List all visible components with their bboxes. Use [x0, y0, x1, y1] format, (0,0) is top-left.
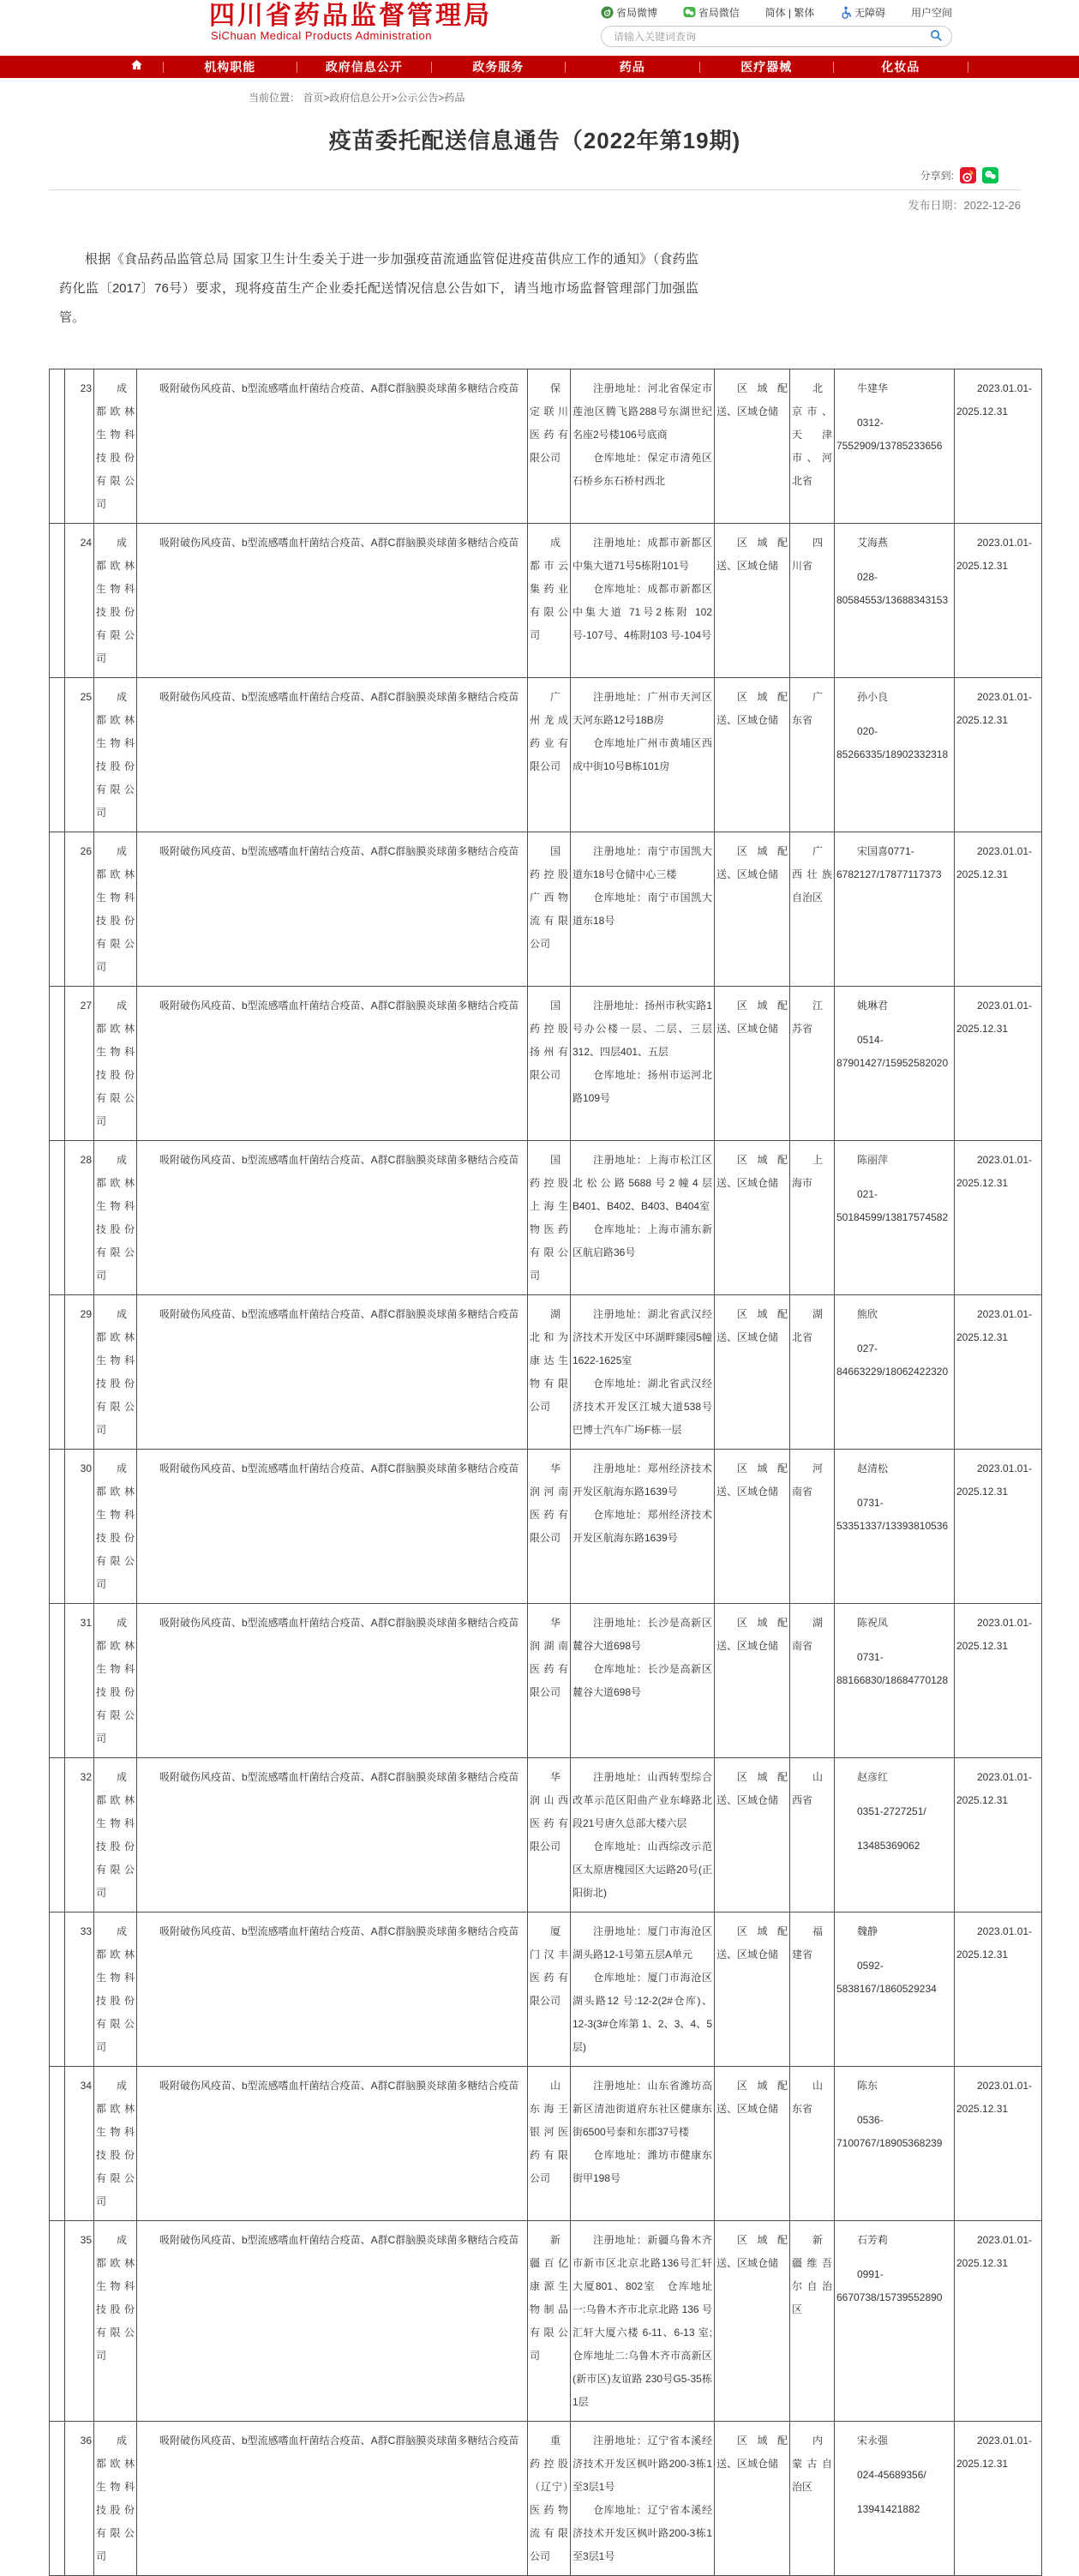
divider: [49, 189, 1021, 190]
table-cell-region: 四川省: [790, 524, 835, 678]
table-cell-period: 2023.01.01- 2025.12.31: [955, 678, 1042, 832]
table-cell-row-number: 30: [65, 1450, 94, 1604]
table-cell-period: 2023.01.01- 2025.12.31: [955, 1758, 1042, 1912]
table-cell-vaccines: 吸附破伤风疫苗、b型流感嗜血杆菌结合疫苗、A群C群脑膜炎球菌多糖结合疫苗: [137, 524, 528, 678]
table-cell-region: 山西省: [790, 1758, 835, 1912]
table-cell-service-type: 区域配送、区域仓储: [715, 832, 790, 987]
page-title: 疫苗委托配送信息通告（2022年第19期): [328, 128, 741, 153]
table-row: [50, 1758, 1042, 1912]
table-cell-contact: 赵彦红 0351-2727251/ 13485369062: [835, 1758, 955, 1912]
table-row: [50, 987, 1042, 1141]
nav-item-5[interactable]: 医疗器械: [740, 60, 793, 74]
table-cell-vaccines: 吸附破伤风疫苗、b型流感嗜血杆菌结合疫苗、A群C群脑膜炎球菌多糖结合疫苗: [137, 1604, 528, 1758]
table-cell-distributor: 国药控股上海生物医药有限公司: [528, 1141, 571, 1295]
table-cell-manufacturer: 成都欧林生物科技股份有限公司: [94, 1141, 137, 1295]
table-cell-distributor: 厦门汉丰医药有限公司: [528, 1912, 571, 2067]
table-cell-region: 内蒙古自治区: [790, 2422, 835, 2576]
table-row: [50, 369, 1042, 524]
table-cell-service-type: 区域配送、区域仓储: [715, 1604, 790, 1758]
breadcrumb-label: 当前位置：: [249, 92, 301, 104]
table-cell-period: 2023.01.01- 2025.12.31: [955, 524, 1042, 678]
table-cell-region: 上海市: [790, 1141, 835, 1295]
lang-toggle-label: 简体 | 繁体: [764, 7, 815, 19]
table-row: [50, 1912, 1042, 2067]
table-row: [50, 2067, 1042, 2221]
table-cell-address: 注册地址：厦门市海沧区湖头路12-1号第五层A单元 仓库地址：厦门市海沧区湖头路12 号:12-2(2#仓库)、12-3(3#仓库第 1、2、3、4、5层): [571, 1912, 715, 2067]
breadcrumb-path[interactable]: 首页>政府信息公开>公示公告>药品: [303, 92, 465, 104]
table-cell-manufacturer: 成都欧林生物科技股份有限公司: [94, 832, 137, 987]
table-cell-service-type: 区域配送、区域仓储: [715, 369, 790, 524]
table-cell-row-number: 34: [65, 2067, 94, 2221]
table-cell-address: 注册地址：郑州经济技术开发区航海东路1639号 仓库地址：郑州经济技术开发区航海东路1639号: [571, 1450, 715, 1604]
table-cell-period: 2023.01.01- 2025.12.31: [955, 1450, 1042, 1604]
table-cell-address: 注册地址：山东省潍坊高新区清池街道府东社区健康东街6500号泰和东郡37号楼 仓库地址：潍坊市健康东街甲198号: [571, 2067, 715, 2221]
table-cell-vaccines: 吸附破伤风疫苗、b型流感嗜血杆菌结合疫苗、A群C群脑膜炎球菌多糖结合疫苗: [137, 369, 528, 524]
table-cell-manufacturer: 成都欧林生物科技股份有限公司: [94, 1295, 137, 1450]
share-wechat-icon[interactable]: [982, 167, 998, 183]
table-cell-spacer: [50, 2422, 65, 2576]
table-row: [50, 524, 1042, 678]
table-row: [50, 832, 1042, 987]
vaccine-distribution-table: [49, 369, 1042, 2576]
table-cell-region: 湖北省: [790, 1295, 835, 1450]
table-cell-row-number: 23: [65, 369, 94, 524]
share-label: 分享到:: [920, 170, 954, 182]
table-cell-vaccines: 吸附破伤风疫苗、b型流感嗜血杆菌结合疫苗、A群C群脑膜炎球菌多糖结合疫苗: [137, 2422, 528, 2576]
table-cell-service-type: 区域配送、区域仓储: [715, 2067, 790, 2221]
table-cell-distributor: 重药控股（辽宁）医药物流有限公司: [528, 2422, 571, 2576]
table-cell-contact: 陈东 0536-7100767/18905368239: [835, 2067, 955, 2221]
table-cell-vaccines: 吸附破伤风疫苗、b型流感嗜血杆菌结合疫苗、A群C群脑膜炎球菌多糖结合疫苗: [137, 1912, 528, 2067]
table-cell-region: 湖南省: [790, 1604, 835, 1758]
nav-item-6[interactable]: 化妆品: [881, 60, 920, 74]
table-cell-period: 2023.01.01- 2025.12.31: [955, 1604, 1042, 1758]
table-cell-manufacturer: 成都欧林生物科技股份有限公司: [94, 1912, 137, 2067]
table-row: [50, 1295, 1042, 1450]
table-cell-row-number: 33: [65, 1912, 94, 2067]
article-body: 根据《食品药品监管总局 国家卫生计生委关于进一步加强疫苗流通监管促进疫苗供应工作的通知》（食药监药化监〔2017〕76号）要求，现将疫苗生产企业委托配送情况信息公告如下，请当地市场监督管理部门加强监管。: [59, 252, 698, 325]
table-cell-period: 2023.01.01- 2025.12.31: [955, 987, 1042, 1141]
table-cell-manufacturer: 成都欧林生物科技股份有限公司: [94, 2422, 137, 2576]
nav-item-3[interactable]: 政务服务: [472, 60, 525, 74]
table-cell-address: 注册地址：新疆乌鲁木齐市新市区北京北路136号汇轩大厦801、802室 仓库地址一:乌鲁木齐市北京北路 136 号汇轩大厦六楼 6-11、6-13 室;仓库地址二:乌鲁木齐市高新区(新市区)友谊路 230号G5-35栋1层: [571, 2221, 715, 2422]
table-cell-service-type: 区域配送、区域仓储: [715, 987, 790, 1141]
table-cell-contact: 石芳莉 0991-6670738/15739552890: [835, 2221, 955, 2422]
table-cell-distributor: 华润河南医药有限公司: [528, 1450, 571, 1604]
table-cell-region: 山东省: [790, 2067, 835, 2221]
table-cell-spacer: [50, 2067, 65, 2221]
table-cell-row-number: 28: [65, 1141, 94, 1295]
main-nav: [0, 56, 1079, 78]
table-cell-distributor: 广州龙成药业有限公司: [528, 678, 571, 832]
table-cell-distributor: 华润山西医药有限公司: [528, 1758, 571, 1912]
table-cell-contact: 艾海燕 028-80584553/13688343153: [835, 524, 955, 678]
table-cell-period: 2023.01.01- 2025.12.31: [955, 1295, 1042, 1450]
table-cell-spacer: [50, 832, 65, 987]
table-cell-spacer: [50, 1141, 65, 1295]
table-cell-contact: 姚琳君 0514-87901427/15952582020: [835, 987, 955, 1141]
table-cell-contact: 宋国喜0771-6782127/17877117373: [835, 832, 955, 987]
table-cell-service-type: 区域配送、区域仓储: [715, 1450, 790, 1604]
table-cell-row-number: 36: [65, 2422, 94, 2576]
search-button[interactable]: [930, 29, 943, 45]
user-space-link[interactable]: [911, 5, 952, 20]
table-cell-address: 注册地址：河北省保定市莲池区腾飞路288号东湖世纪名座2号楼106号底商 仓库地址：保定市清苑区石桥乡东石桥村西北: [571, 369, 715, 524]
site-logo[interactable]: [209, 3, 492, 42]
table-cell-contact: 赵清松 0731-53351337/13393810536: [835, 1450, 955, 1604]
table-cell-row-number: 31: [65, 1604, 94, 1758]
table-cell-distributor: 国药控股扬州有限公司: [528, 987, 571, 1141]
table-cell-manufacturer: 成都欧林生物科技股份有限公司: [94, 987, 137, 1141]
table-cell-region: 江苏省: [790, 987, 835, 1141]
breadcrumb: [249, 90, 1079, 105]
table-cell-manufacturer: 成都欧林生物科技股份有限公司: [94, 1604, 137, 1758]
wechat-link-label: 省局微信: [698, 7, 740, 19]
table-row: [50, 2422, 1042, 2576]
top-links: [601, 5, 952, 20]
publish-date: 发布日期：2022-12-26: [908, 199, 1021, 212]
table-row: [50, 1141, 1042, 1295]
table-cell-spacer: [50, 1912, 65, 2067]
table-cell-address: 注册地址：湖北省武汉经济技术开发区中环湖畔臻园5幢1622-1625室 仓库地址：湖北省武汉经济技术开发区江城大道538号巴博士汽车广场F栋一层: [571, 1295, 715, 1450]
table-cell-vaccines: 吸附破伤风疫苗、b型流感嗜血杆菌结合疫苗、A群C群脑膜炎球菌多糖结合疫苗: [137, 2067, 528, 2221]
table-cell-address: 注册地址：长沙是高新区麓谷大道698号 仓库地址：长沙是高新区麓谷大道698号: [571, 1604, 715, 1758]
table-cell-spacer: [50, 1604, 65, 1758]
table-row: [50, 2221, 1042, 2422]
table-cell-contact: 宋永强 024-45689356/ 13941421882: [835, 2422, 955, 2576]
table-cell-period: 2023.01.01- 2025.12.31: [955, 832, 1042, 987]
table-cell-distributor: 国药控股广西物流有限公司: [528, 832, 571, 987]
table-cell-distributor: 华润湖南医药有限公司: [528, 1604, 571, 1758]
table-cell-address: 注册地址：南宁市国凯大道东18号仓储中心三楼 仓库地址：南宁市国凯大道东18号: [571, 832, 715, 987]
table-cell-distributor: 成都市云集药业有限公司: [528, 524, 571, 678]
search-icon: [930, 29, 943, 45]
table-row: [50, 1604, 1042, 1758]
table-cell-period: 2023.01.01- 2025.12.31: [955, 1141, 1042, 1295]
table-cell-region: 新疆维吾尔自治区: [790, 2221, 835, 2422]
table-cell-region: 北京市、天津市、河北省: [790, 369, 835, 524]
share-row: [49, 167, 1021, 183]
table-cell-manufacturer: 成都欧林生物科技股份有限公司: [94, 2221, 137, 2422]
table-cell-service-type: 区域配送、区域仓储: [715, 2221, 790, 2422]
table-cell-period: 2023.01.01- 2025.12.31: [955, 2067, 1042, 2221]
table-cell-region: 河南省: [790, 1450, 835, 1604]
table-cell-manufacturer: 成都欧林生物科技股份有限公司: [94, 524, 137, 678]
search-input[interactable]: [614, 31, 930, 43]
table-cell-row-number: 24: [65, 524, 94, 678]
header-right: [601, 5, 952, 47]
table-cell-manufacturer: 成都欧林生物科技股份有限公司: [94, 1758, 137, 1912]
table-cell-service-type: 区域配送、区域仓储: [715, 524, 790, 678]
wechat-icon: [683, 6, 696, 19]
table-cell-row-number: 29: [65, 1295, 94, 1450]
table-cell-row-number: 25: [65, 678, 94, 832]
table-cell-manufacturer: 成都欧林生物科技股份有限公司: [94, 2067, 137, 2221]
table-cell-row-number: 35: [65, 2221, 94, 2422]
logo-subtitle: SiChuan Medical Products Administration: [211, 29, 432, 42]
table-cell-vaccines: 吸附破伤风疫苗、b型流感嗜血杆菌结合疫苗、A群C群脑膜炎球菌多糖结合疫苗: [137, 1450, 528, 1604]
accessibility-link[interactable]: [840, 5, 885, 20]
home-button[interactable]: [111, 58, 163, 75]
table-cell-address: 注册地址：成都市新都区中集大道71号5栋附101号 仓库地址：成都市新都区中集大道 71号2栋附 102号-107号、4栋附103 号-104号: [571, 524, 715, 678]
table-cell-contact: 陈丽萍 021-50184599/13817574582: [835, 1141, 955, 1295]
table-cell-service-type: 区域配送、区域仓储: [715, 1141, 790, 1295]
table-cell-contact: 陈祝凤 0731-88166830/18684770128: [835, 1604, 955, 1758]
table-cell-spacer: [50, 369, 65, 524]
table-cell-spacer: [50, 1295, 65, 1450]
wechat-link[interactable]: [683, 5, 740, 20]
nav-item-1[interactable]: 机构职能: [204, 60, 256, 74]
table-cell-vaccines: 吸附破伤风疫苗、b型流感嗜血杆菌结合疫苗、A群C群脑膜炎球菌多糖结合疫苗: [137, 1295, 528, 1450]
table-cell-service-type: 区域配送、区域仓储: [715, 2422, 790, 2576]
table-cell-spacer: [50, 678, 65, 832]
nav-item-4[interactable]: 药品: [619, 60, 645, 74]
table-cell-vaccines: 吸附破伤风疫苗、b型流感嗜血杆菌结合疫苗、A群C群脑膜炎球菌多糖结合疫苗: [137, 832, 528, 987]
table-cell-distributor: 湖北和为康达生物有限公司: [528, 1295, 571, 1450]
user-space-label: 用户空间: [910, 7, 952, 19]
table-cell-address: 注册地址：辽宁省本溪经济技术开发区枫叶路200-3栋1至3层1号 仓库地址：辽宁省本溪经济技术开发区枫叶路200-3栋1至3层1号: [571, 2422, 715, 2576]
home-icon: [130, 58, 143, 75]
table-cell-manufacturer: 成都欧林生物科技股份有限公司: [94, 369, 137, 524]
weibo-link-label: 省局微博: [616, 7, 658, 19]
table-cell-row-number: 32: [65, 1758, 94, 1912]
table-cell-period: 2023.01.01- 2025.12.31: [955, 369, 1042, 524]
table-cell-spacer: [50, 987, 65, 1141]
table-cell-contact: 熊欣 027-84663229/18062422320: [835, 1295, 955, 1450]
table-cell-contact: 魏静 0592-5838167/1860529234: [835, 1912, 955, 2067]
site-header: [0, 0, 1079, 51]
table-row: [50, 1450, 1042, 1604]
article: [49, 123, 1021, 333]
nav-item-2[interactable]: 政府信息公开: [325, 60, 403, 74]
table-cell-contact: 牛建华 0312-7552909/13785233656: [835, 369, 955, 524]
lang-toggle[interactable]: [765, 5, 815, 20]
table-cell-region: 广东省: [790, 678, 835, 832]
table-cell-service-type: 区域配送、区域仓储: [715, 1912, 790, 2067]
table-cell-spacer: [50, 1758, 65, 1912]
share-weibo-icon[interactable]: [960, 167, 976, 183]
table-cell-distributor: 新疆百亿康源生物制品有限公司: [528, 2221, 571, 2422]
weibo-icon: [601, 6, 614, 19]
table-cell-spacer: [50, 524, 65, 678]
table-cell-distributor: 山东海王银河医药有限公司: [528, 2067, 571, 2221]
table-cell-period: 2023.01.01- 2025.12.31: [955, 2422, 1042, 2576]
table-cell-address: 注册地址：广州市天河区天河东路12号18B房 仓库地址广州市黄埔区西成中街10号B栋101房: [571, 678, 715, 832]
table-cell-spacer: [50, 2221, 65, 2422]
table-row: [50, 678, 1042, 832]
table-cell-region: 广西壮族自治区: [790, 832, 835, 987]
table-cell-vaccines: 吸附破伤风疫苗、b型流感嗜血杆菌结合疫苗、A群C群脑膜炎球菌多糖结合疫苗: [137, 2221, 528, 2422]
search-box: [601, 26, 952, 47]
table-cell-manufacturer: 成都欧林生物科技股份有限公司: [94, 678, 137, 832]
accessibility-icon: [840, 6, 852, 19]
table-cell-vaccines: 吸附破伤风疫苗、b型流感嗜血杆菌结合疫苗、A群C群脑膜炎球菌多糖结合疫苗: [137, 678, 528, 832]
table-cell-service-type: 区域配送、区域仓储: [715, 1295, 790, 1450]
table-cell-period: 2023.01.01- 2025.12.31: [955, 1912, 1042, 2067]
table-cell-period: 2023.01.01- 2025.12.31: [955, 2221, 1042, 2422]
weibo-link[interactable]: [601, 5, 657, 20]
table-wrap: [0, 369, 1079, 2576]
accessibility-link-label: 无障碍: [854, 7, 886, 19]
table-cell-address: 注册地址：上海市松江区北松公路5688号2幢4层B401、B402、B403、B404室 仓库地址：上海市浦东新区航启路36号: [571, 1141, 715, 1295]
table-cell-distributor: 保定联川医药有限公司: [528, 369, 571, 524]
logo-title: 四川省药品监督管理局: [209, 2, 492, 30]
table-cell-row-number: 26: [65, 832, 94, 987]
table-cell-contact: 孙小良 020-85266335/18902332318: [835, 678, 955, 832]
table-cell-service-type: 区域配送、区域仓储: [715, 678, 790, 832]
table-cell-service-type: 区域配送、区域仓储: [715, 1758, 790, 1912]
table-cell-row-number: 27: [65, 987, 94, 1141]
table-cell-address: 注册地址：山西转型综合改革示范区阳曲产业东峰路北段21号唐久总部大楼六层 仓库地址：山西综改示范区太原唐槐园区大运路20号(正阳街北): [571, 1758, 715, 1912]
table-cell-vaccines: 吸附破伤风疫苗、b型流感嗜血杆菌结合疫苗、A群C群脑膜炎球菌多糖结合疫苗: [137, 1141, 528, 1295]
table-cell-vaccines: 吸附破伤风疫苗、b型流感嗜血杆菌结合疫苗、A群C群脑膜炎球菌多糖结合疫苗: [137, 987, 528, 1141]
table-cell-manufacturer: 成都欧林生物科技股份有限公司: [94, 1450, 137, 1604]
table-cell-region: 福建省: [790, 1912, 835, 2067]
table-cell-spacer: [50, 1450, 65, 1604]
table-cell-address: 注册地址：扬州市秋实路1号办公楼一层、二层、三层312、四层401、五层 仓库地址：扬州市运河北路109号: [571, 987, 715, 1141]
table-cell-vaccines: 吸附破伤风疫苗、b型流感嗜血杆菌结合疫苗、A群C群脑膜炎球菌多糖结合疫苗: [137, 1758, 528, 1912]
